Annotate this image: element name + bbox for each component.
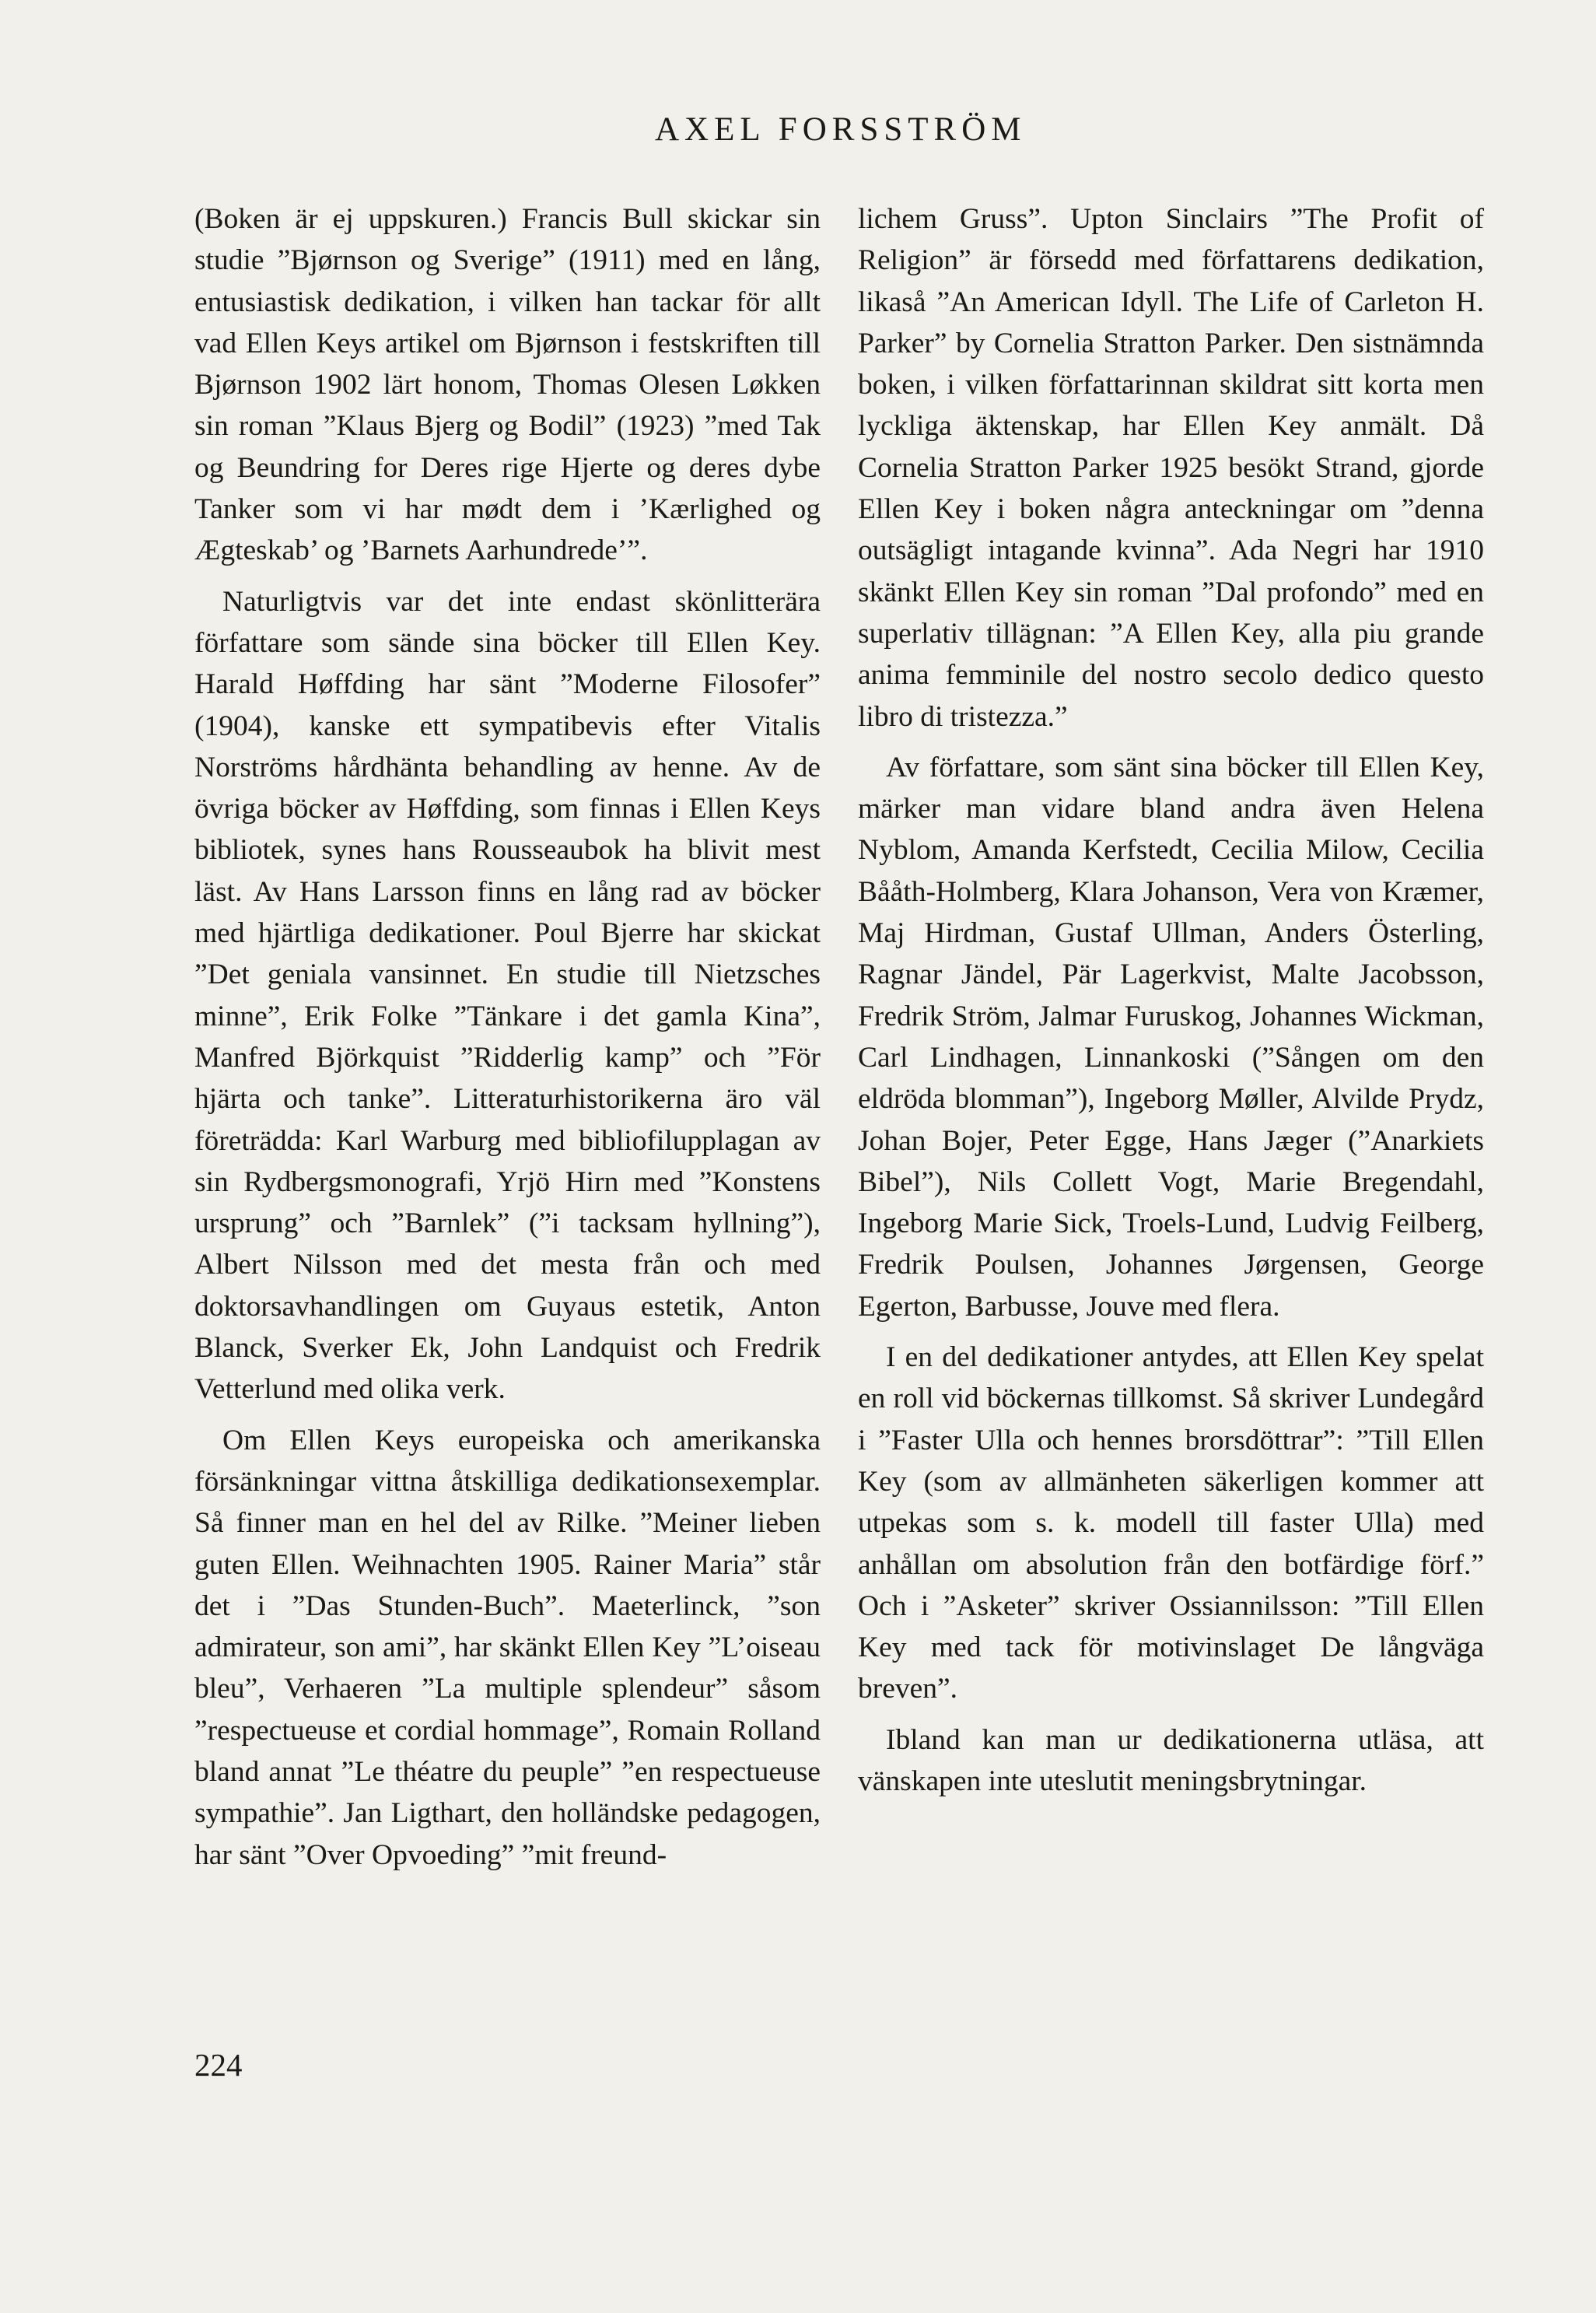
paragraph: Ibland kan man ur dedikationerna utläsa, att vänskapen inte uteslutit meningsbrytningar. [858,1723,1484,1797]
paragraph: Av författare, som sänt sina böcker till Ellen Key, märker man vidare bland andra även Helena Nyblom, Amanda Kerfstedt, Cecilia Milow, Cecilia Bååth-Holmberg, Klara Johanson, Vera von Kræmer, Maj Hirdman, Gustaf Ullman, Anders Österling, Ragnar Jändel, Pär Lagerkvist, Malte Jacobsson, Fredrik Ström, Jalmar Furuskog, Johannes Wickman, Carl Lindhagen, Linnankoski (”Sången om den eldröda blomman”), Ingeborg Møller, Alvilde Prydz, Johan Bojer, Peter Egge, Hans Jæger (”Anarkiets Bibel”), Nils Collett Vogt, Marie Bregendahl, Ingeborg Marie Sick, Troels-Lund, Ludvig Feilberg, Fredrik Poulsen, Johannes Jørgensen, George Egerton, Barbusse, Jouve med flera. [858,751,1484,1323]
paragraph: lichem Gruss”. Upton Sinclairs ”The Profit of Religion” är försedd med författarens dedikation, likaså ”An American Idyll. The Life of Carleton H. Parker” by Cornelia Stratton Parker. Den sistnämnda boken, i vilken författarinnan skildrat sitt korta men lyckliga äktenskap, har Ellen Key anmält. Då Cornelia Stratton Parker 1925 besökt Strand, gjorde Ellen Key i boken några anteckningar om ”denna outsägligt intagande kvinna”. Ada Negri har 1910 skänkt Ellen Key sin roman ”Dal profondo” med en superlativ tillägnan: ”A Ellen Key, alla piu grande anima femminile del nostro secolo dedico questo libro di tristezza.” [858,203,1484,733]
page-number: 224 [194,2047,243,2083]
paragraph: I en del dedikationer antydes, att Ellen Key spelat en roll vid böckernas tillkomst. Så skriver Lundegård i ”Faster Ulla och hennes brorsdöttrar”: ”Till Ellen Key (som av allmänheten säkerligen kommer att utpekas som s. k. modell till faster Ulla) med anhållan om absolution från den botfärdige förf.” Och i ”Asketer” skriver Ossiannilsson: ”Till Ellen Key med tack för motivinslaget De långväga breven”. [858,1341,1484,1705]
paragraph: Naturligtvis var det inte endast skönlitterära författare som sände sina böcker till Ellen Key. Harald Høffding har sänt ”Moderne Filosofer” (1904), kanske ett sympatibevis efter Vitalis Norströms hårdhänta behandling av henne. Av de övriga böcker av Høffding, som finnas i Ellen Keys bibliotek, synes hans Rousseaubok ha blivit mest läst. Av Hans Larsson finns en lång rad av böcker med hjärtliga dedikationer. Poul Bjerre har skickat ”Det geniala vansinnet. En studie till Nietzsches minne”, Erik Folke ”Tänkare i det gamla Kina”, Manfred Björkquist ”Ridderlig kamp” och ”För hjärta och tanke”. Litteraturhistorikerna äro väl företrädda: Karl Warburg med bibliofilupplagan av sin Rydbergsmonografi, Yrjö Hirn med ”Konstens ursprung” och ”Barnlek” (”i tacksam hyllning”), Albert Nilsson med det mesta från och med doktorsavhandlingen om Guyaus estetik, Anton Blanck, Sverker Ek, John Landquist och Fredrik Vetterlund med olika verk. [194,585,821,1406]
paragraph: (Boken är ej uppskuren.) Francis Bull skickar sin studie ”Bjørnson og Sverige” (1911) med en lång, entusiastisk dedikation, i vilken han tackar för allt vad Ellen Keys artikel om Bjørnson i festskriften till Bjørnson 1902 lärt honom, Thomas Olesen Løkken sin roman ”Klaus Bjerg og Bodil” (1923) ”med Tak og Beundring for Deres rige Hjerte og deres dybe Tanker som vi har mødt dem i ’Kærlighed og Ægteskab’ og ’Barnets Aarhundrede’”. [194,203,821,567]
left-column [194,198,821,1876]
paragraph: Om Ellen Keys europeiska och amerikanska försänkningar vittna åtskilliga dedikationsexemplar. Så finner man en hel del av Rilke. ”Meiner lieben guten Ellen. Weihnachten 1905. Rainer Maria” står det i ”Das Stunden-Buch”. Maeterlinck, ”son admirateur, son ami”, har skänkt Ellen Key ”L’oiseau bleu”, Verhaeren ”La multiple splendeur” såsom ”respectueuse et cordial hommage”, Romain Rolland bland annat ”Le théatre du peuple” ”en respectueuse sympathie”. Jan Ligthart, den holländske pedagogen, har sänt ”Over Opvoeding” ”mit freund- [194,1424,821,1871]
running-head: AXEL FORSSTRÖM [655,111,1027,148]
right-column [858,198,1484,1802]
